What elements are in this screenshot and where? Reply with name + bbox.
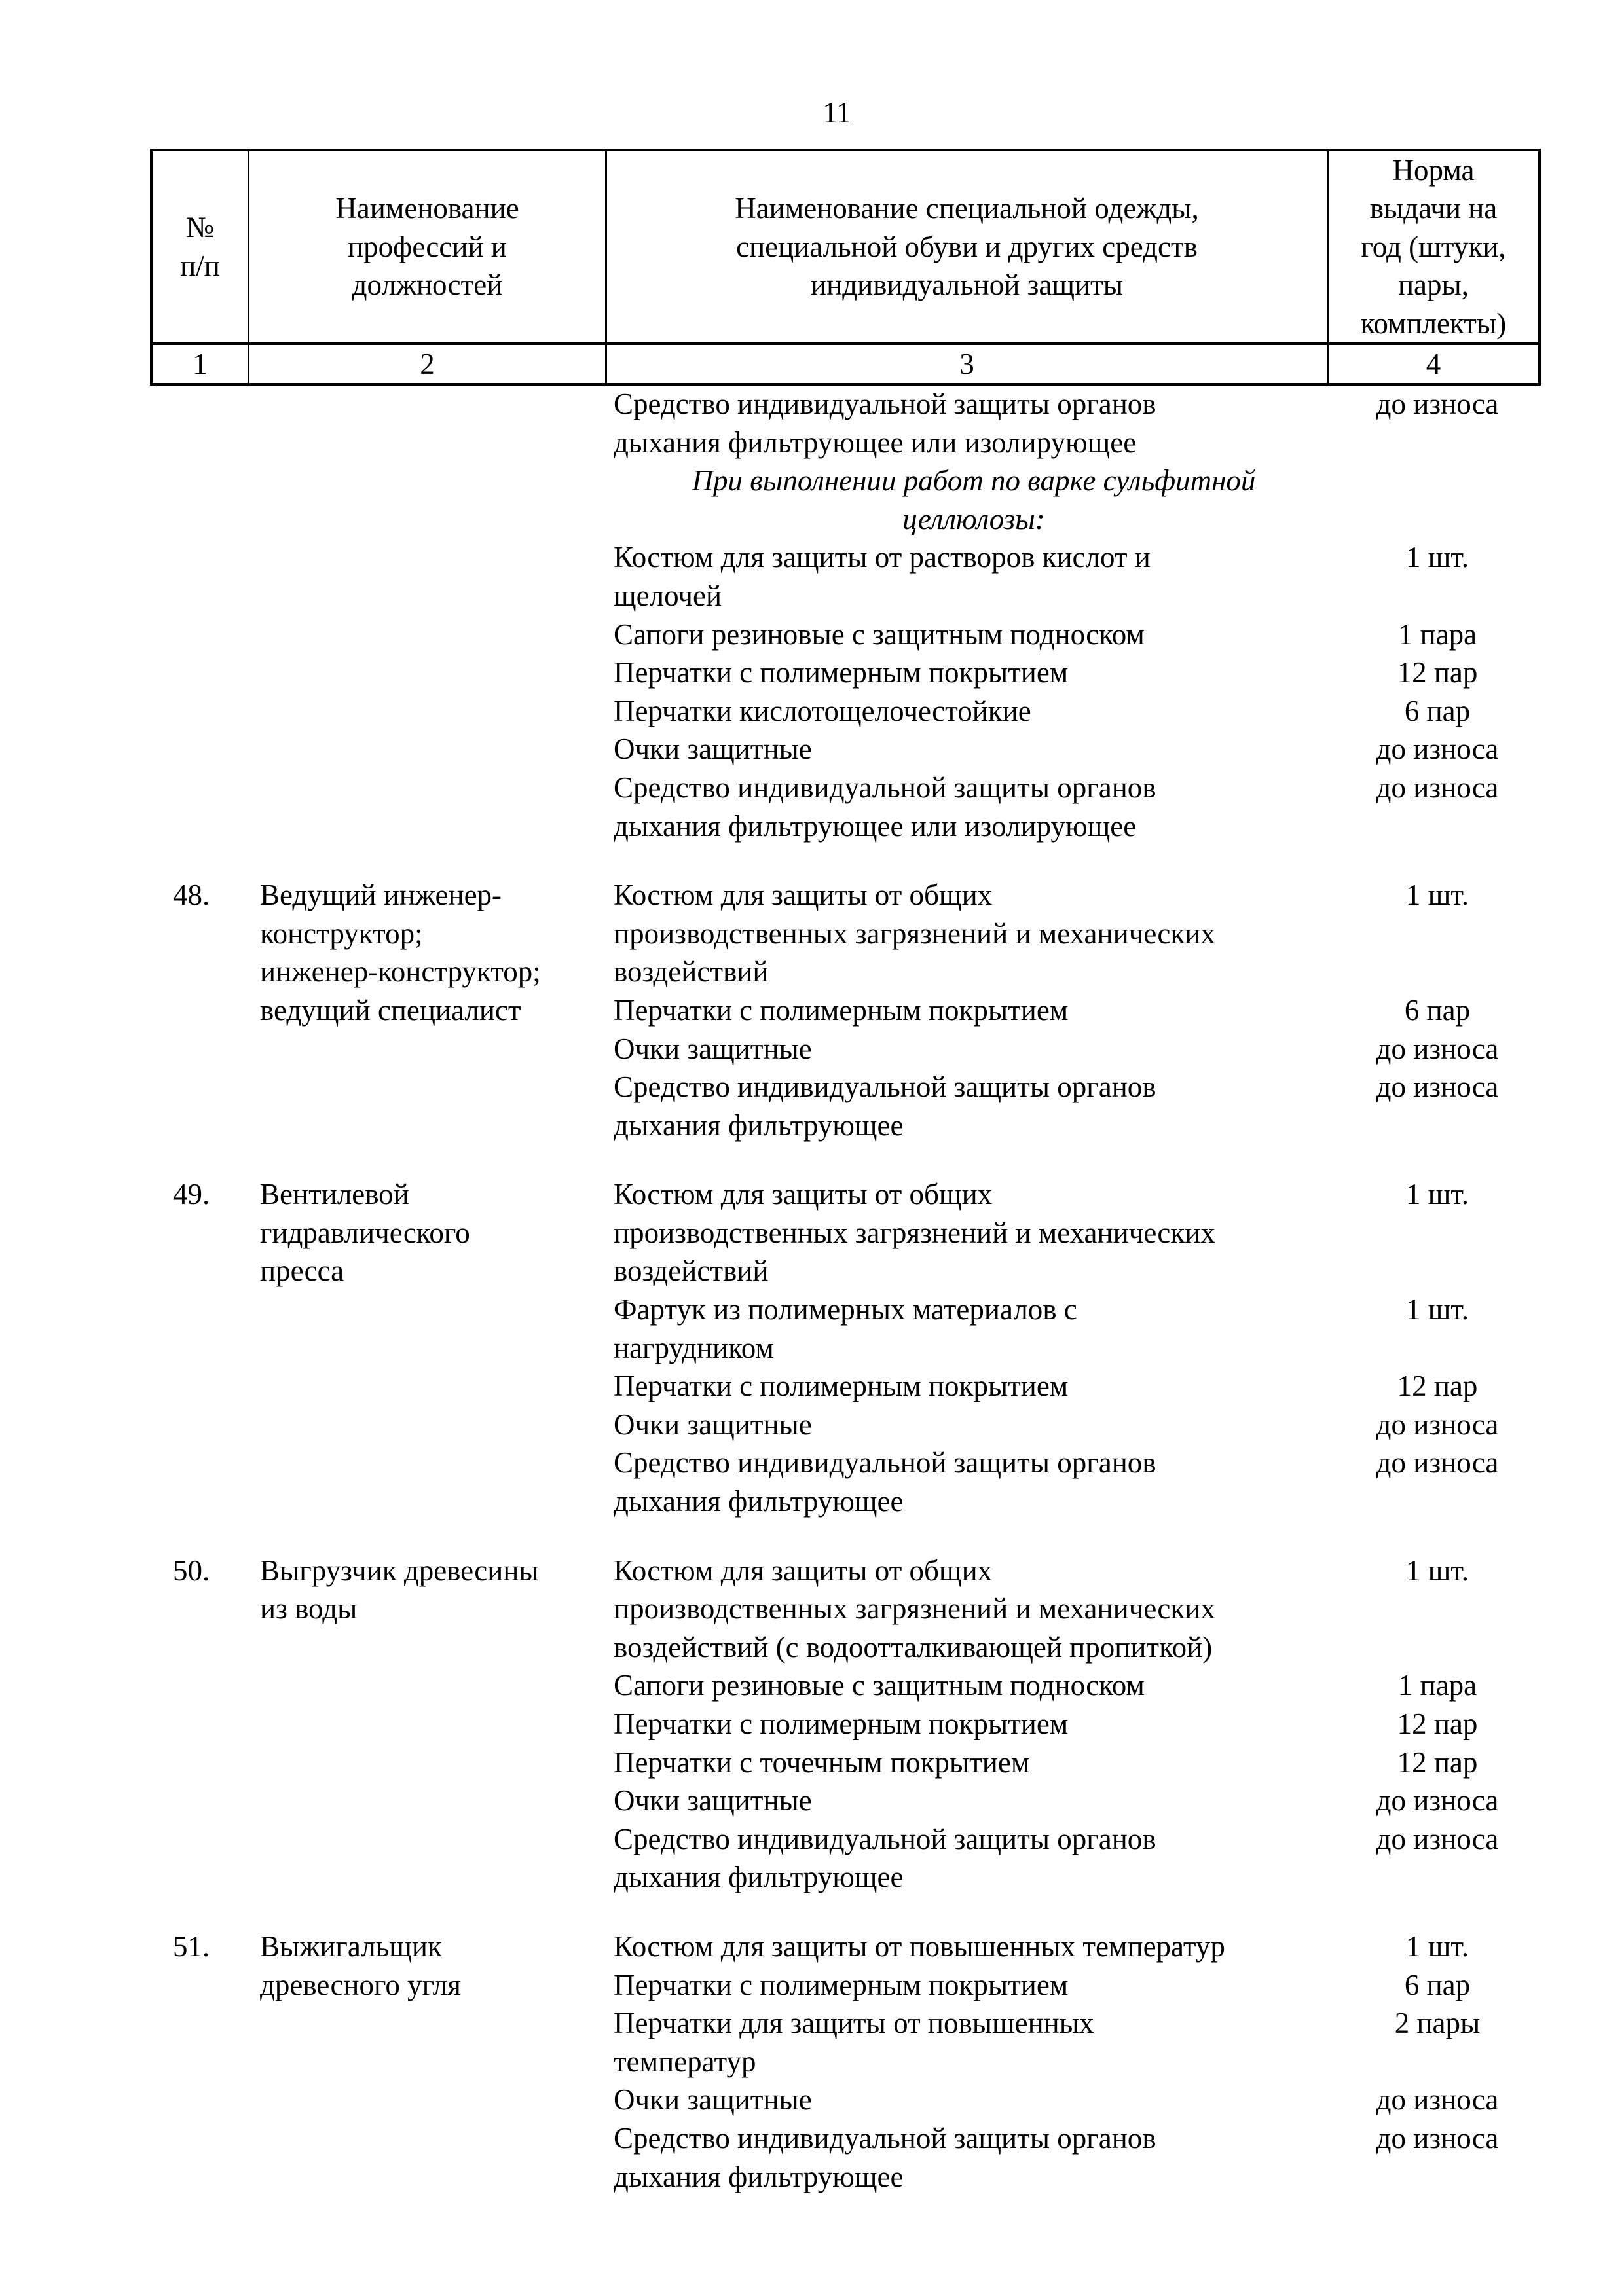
issue-norm: до износа bbox=[1376, 2121, 1499, 2155]
equipment-item bbox=[614, 1743, 1541, 1782]
table-row bbox=[150, 385, 1541, 845]
issue-norm: до износа bbox=[1376, 388, 1499, 420]
issue-norm: до износа bbox=[1376, 771, 1499, 804]
equipment-item bbox=[614, 1666, 1541, 1705]
table-row bbox=[150, 1927, 1541, 2196]
issue-norm: до износа bbox=[1376, 1032, 1499, 1065]
column-number-1: 1 bbox=[153, 345, 249, 383]
issue-norm: 12 пар bbox=[1397, 1707, 1478, 1740]
equipment-item bbox=[614, 1781, 1541, 1820]
issue-norm: 6 пар bbox=[1404, 1968, 1471, 2001]
equipment-item bbox=[614, 1552, 1541, 1667]
issue-norm: 1 шт. bbox=[1406, 1554, 1469, 1587]
issue-norm: 1 пара bbox=[1397, 1669, 1477, 1702]
equipment-item bbox=[614, 1030, 1541, 1068]
equipment-item bbox=[614, 991, 1541, 1030]
column-number-row bbox=[153, 345, 1538, 383]
equipment-list bbox=[614, 385, 1541, 845]
issue-norm: 12 пар bbox=[1397, 656, 1478, 689]
equipment-item bbox=[614, 538, 1541, 615]
issue-norm: 2 пары bbox=[1394, 2007, 1481, 2040]
equipment-name: Перчатки с полимерным покрытием bbox=[614, 1707, 1069, 1740]
equipment-name: Средство индивидуальной защиты органов дыхания фильтрующее bbox=[614, 1822, 1156, 1894]
equipment-item bbox=[614, 615, 1541, 654]
equipment-name: Очки защитные bbox=[614, 1032, 812, 1065]
equipment-name: Средство индивидуальной защиты органов дыхания фильтрующее bbox=[614, 2121, 1156, 2193]
equipment-name: Перчатки с полимерным покрытием bbox=[614, 993, 1069, 1027]
equipment-name: Сапоги резиновые с защитным подноском bbox=[614, 1669, 1145, 1702]
issue-norm: 1 шт. bbox=[1406, 879, 1469, 912]
issue-norm: 1 шт. bbox=[1406, 1178, 1469, 1211]
table-body bbox=[150, 385, 1541, 2227]
issue-norm: до износа bbox=[1376, 1822, 1499, 1855]
equipment-name: Костюм для защиты от повышенных температур bbox=[614, 1929, 1225, 1963]
equipment-name: Средство индивидуальной защиты органов дыхания фильтрующее или изолирующее bbox=[614, 771, 1156, 843]
equipment-name: Перчатки с точечным покрытием bbox=[614, 1745, 1030, 1779]
equipment-item bbox=[614, 876, 1541, 991]
profession-name: Ведущий инженер- конструктор; инженер-конструктор; ведущий специалист bbox=[260, 879, 541, 1027]
equipment-name: Очки защитные bbox=[614, 2083, 812, 2117]
equipment-name: Очки защитные bbox=[614, 1784, 812, 1817]
column-number-2: 2 bbox=[249, 345, 607, 383]
equipment-name: Перчатки с полимерным покрытием bbox=[614, 1968, 1069, 2001]
equipment-name: Перчатки для защиты от повышенных температур bbox=[614, 2007, 1094, 2078]
header-profession: Наименование профессий и должностей bbox=[249, 151, 607, 342]
table-row bbox=[150, 876, 1541, 1144]
equipment-item bbox=[614, 769, 1541, 845]
equipment-item bbox=[614, 2004, 1541, 2081]
equipment-name: Перчатки с полимерным покрытием bbox=[614, 1370, 1069, 1403]
equipment-name: Перчатки кислотощелочестойкие bbox=[614, 694, 1031, 727]
equipment-item bbox=[614, 1367, 1541, 1406]
equipment-item bbox=[614, 1966, 1541, 2005]
profession-name: Выгрузчик древесины из воды bbox=[260, 1554, 539, 1626]
issue-norm: до износа bbox=[1376, 1070, 1499, 1104]
row-number bbox=[150, 385, 260, 845]
row-number: 48. bbox=[173, 879, 210, 912]
issue-norm: до износа bbox=[1376, 1446, 1499, 1480]
equipment-list bbox=[614, 1927, 1541, 2196]
condition-subheading: При выполнении работ по варке сульфитной целлюлозы: bbox=[692, 464, 1256, 536]
equipment-item bbox=[614, 2119, 1541, 2196]
issue-norm: 12 пар bbox=[1397, 1370, 1478, 1403]
column-number-4: 4 bbox=[1426, 347, 1441, 380]
equipment-name: Перчатки с полимерным покрытием bbox=[614, 656, 1069, 689]
issue-norm: 1 шт. bbox=[1406, 541, 1469, 574]
issue-norm: 1 шт. bbox=[1406, 1293, 1469, 1326]
equipment-item bbox=[614, 1068, 1541, 1144]
header-equipment: Наименование специальной одежды, специальной обуви и других средств индивидуальной защиты bbox=[607, 151, 1329, 342]
issue-norm: 6 пар bbox=[1404, 993, 1471, 1027]
header-norm: Норма выдачи на год (штуки, пары, комплекты) bbox=[1360, 153, 1507, 340]
issue-norm: до износа bbox=[1376, 1408, 1499, 1441]
table-row bbox=[150, 1552, 1541, 1897]
equipment-item bbox=[614, 385, 1541, 462]
equipment-name: Костюм для защиты от общих производственных загрязнений и механических воздействий (с водоотталкивающей пропиткой) bbox=[614, 1554, 1215, 1664]
equipment-item bbox=[614, 1444, 1541, 1520]
equipment-item bbox=[614, 2081, 1541, 2119]
issue-norm: 1 пара bbox=[1397, 617, 1477, 651]
equipment-name: Сапоги резиновые с защитным подноском bbox=[614, 617, 1145, 651]
header-row bbox=[153, 151, 1538, 345]
equipment-item bbox=[614, 1927, 1541, 1966]
row-number: 51. bbox=[173, 1929, 210, 1963]
table-row bbox=[150, 1175, 1541, 1520]
table-header bbox=[150, 149, 1541, 386]
row-number: 49. bbox=[173, 1178, 210, 1211]
equipment-list bbox=[614, 876, 1541, 1144]
equipment-name: Средство индивидуальной защиты органов дыхания фильтрующее или изолирующее bbox=[614, 388, 1156, 459]
equipment-name: Костюм для защиты от растворов кислот и щелочей bbox=[614, 541, 1151, 612]
equipment-name: Очки защитные bbox=[614, 733, 812, 766]
column-number-3: 3 bbox=[607, 345, 1329, 383]
profession-name: Вентилевой гидравлического пресса bbox=[260, 1178, 470, 1288]
equipment-item bbox=[614, 730, 1541, 769]
equipment-item bbox=[614, 1290, 1541, 1367]
equipment-name: Очки защитные bbox=[614, 1408, 812, 1441]
issue-norm: 1 шт. bbox=[1406, 1929, 1469, 1963]
equipment-item bbox=[614, 1175, 1541, 1290]
equipment-name: Костюм для защиты от общих производственных загрязнений и механических воздействий bbox=[614, 1178, 1215, 1288]
issue-norm: до износа bbox=[1376, 2083, 1499, 2117]
issue-norm: 12 пар bbox=[1397, 1745, 1478, 1779]
equipment-item bbox=[614, 1820, 1541, 1897]
equipment-name: Средство индивидуальной защиты органов дыхания фильтрующее bbox=[614, 1070, 1156, 1142]
equipment-item bbox=[614, 1406, 1541, 1444]
equipment-item bbox=[614, 653, 1541, 692]
equipment-item bbox=[614, 692, 1541, 731]
header-number: № п/п bbox=[153, 151, 249, 342]
profession-name bbox=[260, 385, 614, 845]
issue-norm: до износа bbox=[1376, 1784, 1499, 1817]
page-number: 11 bbox=[822, 96, 851, 129]
row-number: 50. bbox=[173, 1554, 210, 1587]
profession-name: Выжигальщик древесного угля bbox=[260, 1929, 461, 2001]
issue-norm: 6 пар bbox=[1404, 694, 1471, 727]
equipment-name: Костюм для защиты от общих производственных загрязнений и механических воздействий bbox=[614, 879, 1215, 989]
issue-norm: до износа bbox=[1376, 733, 1499, 766]
equipment-list bbox=[614, 1552, 1541, 1897]
equipment-item bbox=[614, 1705, 1541, 1743]
equipment-name: Средство индивидуальной защиты органов дыхания фильтрующее bbox=[614, 1446, 1156, 1518]
equipment-name: Фартук из полимерных материалов с нагрудником bbox=[614, 1293, 1077, 1364]
equipment-list bbox=[614, 1175, 1541, 1520]
